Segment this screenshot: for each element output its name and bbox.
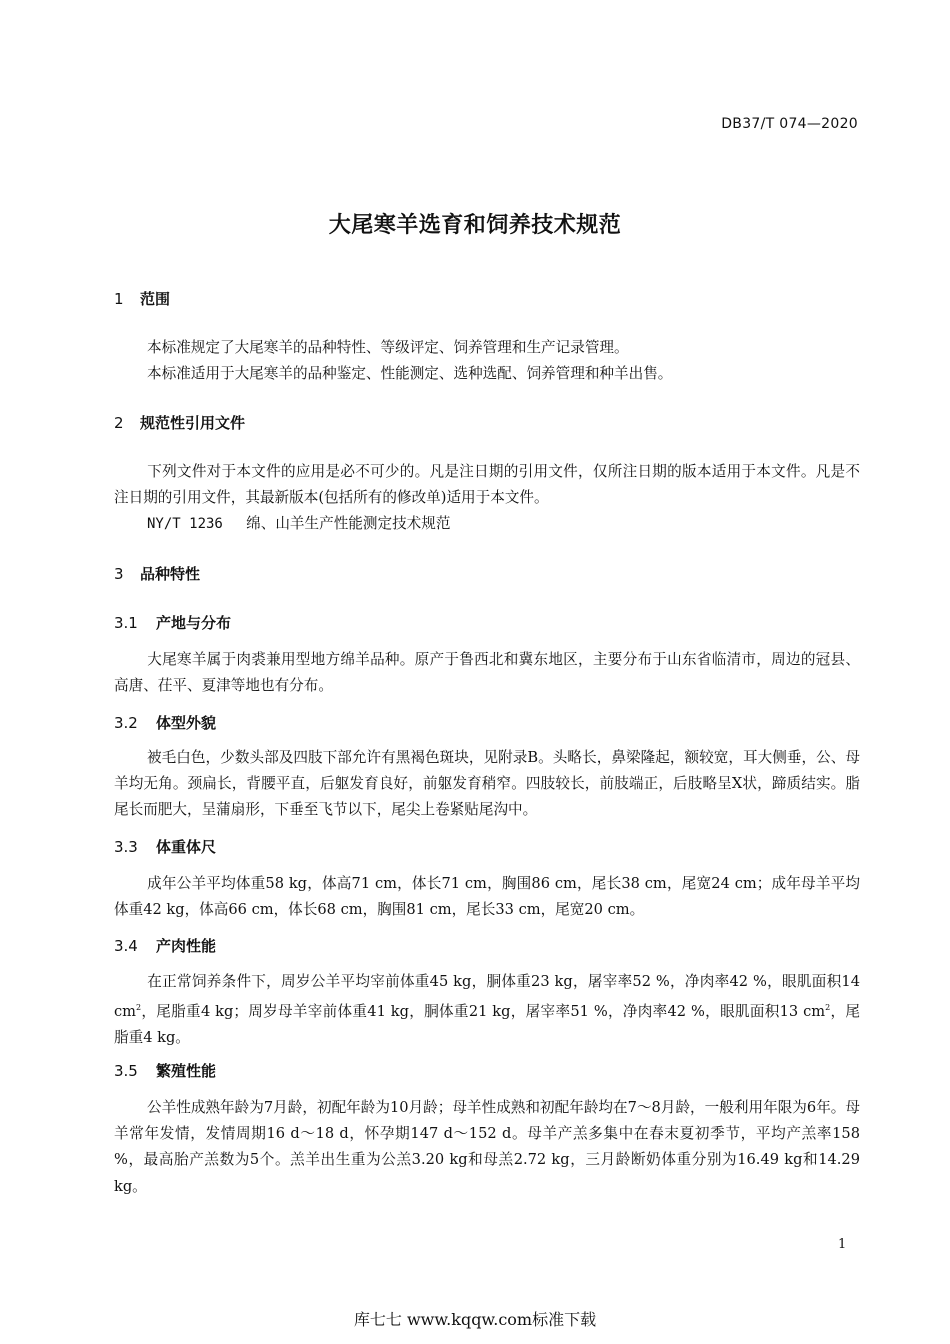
page-title: 大尾寒羊选育和饲养技术规范 xyxy=(328,213,622,238)
document-id: DB37/T 074—2020 xyxy=(721,116,858,132)
section-number: 3.4 xyxy=(114,937,138,955)
section-number: 3.5 xyxy=(114,1062,138,1080)
section-1-heading xyxy=(114,288,170,309)
paragraph: 在正常饲养条件下，周岁公羊平均宰前体重45 kg，胴体重23 kg，屠宰率52 %，净肉率42 %，眼肌面积14 $cm^2$，尾脂重4 kg；周岁母羊宰前体重41 kg，胴体重21 kg，屠宰率51 %，净肉率42 %，眼肌面积13 $cm^2$，尾脂重4 kg。 xyxy=(114,973,860,1047)
normative-reference xyxy=(147,512,450,533)
section-number: 3 xyxy=(114,565,124,583)
section-title: 范围 xyxy=(140,290,171,308)
section-2-heading xyxy=(114,412,245,433)
superscript: 2 xyxy=(825,1003,831,1013)
paragraph: 被毛白色，少数头部及四肢下部允许有黑褐色斑块，见附录B。头略长，鼻梁隆起，额较宽，耳大侧垂，公、母羊均无角。颈扁长，背腰平直，后躯发育良好，前躯发育稍窄。四肢较长，前肢端正，后肢略呈X状，蹄质结实。脂尾长而肥大，呈蒲扇形，下垂至飞节以下，尾尖上卷紧贴尾沟中。 xyxy=(114,749,860,819)
section-3-3-heading xyxy=(114,836,216,857)
section-title: 品种特性 xyxy=(140,565,201,583)
superscript: 2 xyxy=(136,1003,142,1013)
section-title: 体型外貌 xyxy=(156,714,217,732)
section-number: 3.2 xyxy=(114,714,138,732)
footer-watermark: 库七七 www.kqqw.com标准下载 xyxy=(353,1310,597,1329)
section-3-4-heading xyxy=(114,935,216,956)
paragraph: 本标准规定了大尾寒羊的品种特性、等级评定、饲养管理和生产记录管理。 xyxy=(147,339,629,356)
section-title: 体重体尺 xyxy=(156,838,217,856)
paragraph: 本标准适用于大尾寒羊的品种鉴定、性能测定、选种选配、饲养管理和种羊出售。 xyxy=(147,365,673,382)
section-number: 3.3 xyxy=(114,838,138,856)
section-3-1-heading xyxy=(114,612,231,633)
section-title: 繁殖性能 xyxy=(156,1062,217,1080)
section-title: 产地与分布 xyxy=(156,614,232,632)
reference-code: NY/T 1236 xyxy=(147,516,223,532)
section-3-2-heading xyxy=(114,712,216,733)
section-title: 规范性引用文件 xyxy=(140,414,246,432)
paragraph: 公羊性成熟年龄为7月龄，初配年龄为10月龄；母羊性成熟和初配年龄均在7～8月龄，一般利用年限为6年。母羊常年发情，发情周期16 d～18 d，怀孕期147 d～152 d。母羊产羔多集中在春末夏初季节，平均产羔率158 %，最高胎产羔数为5个。羔羊出生重为公羔3.20 kg和母羔2.72 kg，三月龄断奶体重分别为16.49 kg和14.29 kg。 xyxy=(114,1099,860,1195)
section-number: 3.1 xyxy=(114,614,138,632)
section-3-5-heading xyxy=(114,1060,216,1081)
paragraph: 下列文件对于本文件的应用是必不可少的。凡是注日期的引用文件，仅所注日期的版本适用于本文件。凡是不注日期的引用文件，其最新版本(包括所有的修改单)适用于本文件。 xyxy=(114,463,860,507)
section-3-heading xyxy=(114,563,200,584)
paragraph: 成年公羊平均体重58 kg，体高71 cm，体长71 cm，胸围86 cm，尾长38 cm，尾宽24 cm；成年母羊平均体重42 kg，体高66 cm，体长68 cm，胸围81 cm，尾长33 cm，尾宽20 cm。 xyxy=(114,875,860,919)
section-number: 2 xyxy=(114,414,124,432)
reference-title: 绵、山羊生产性能测定技术规范 xyxy=(246,515,451,532)
page-number: 1 xyxy=(838,1237,847,1252)
paragraph: 大尾寒羊属于肉裘兼用型地方绵羊品种。原产于鲁西北和冀东地区，主要分布于山东省临清市，周边的冠县、高唐、茌平、夏津等地也有分布。 xyxy=(114,651,860,695)
section-title: 产肉性能 xyxy=(156,937,217,955)
section-number: 1 xyxy=(114,290,124,308)
